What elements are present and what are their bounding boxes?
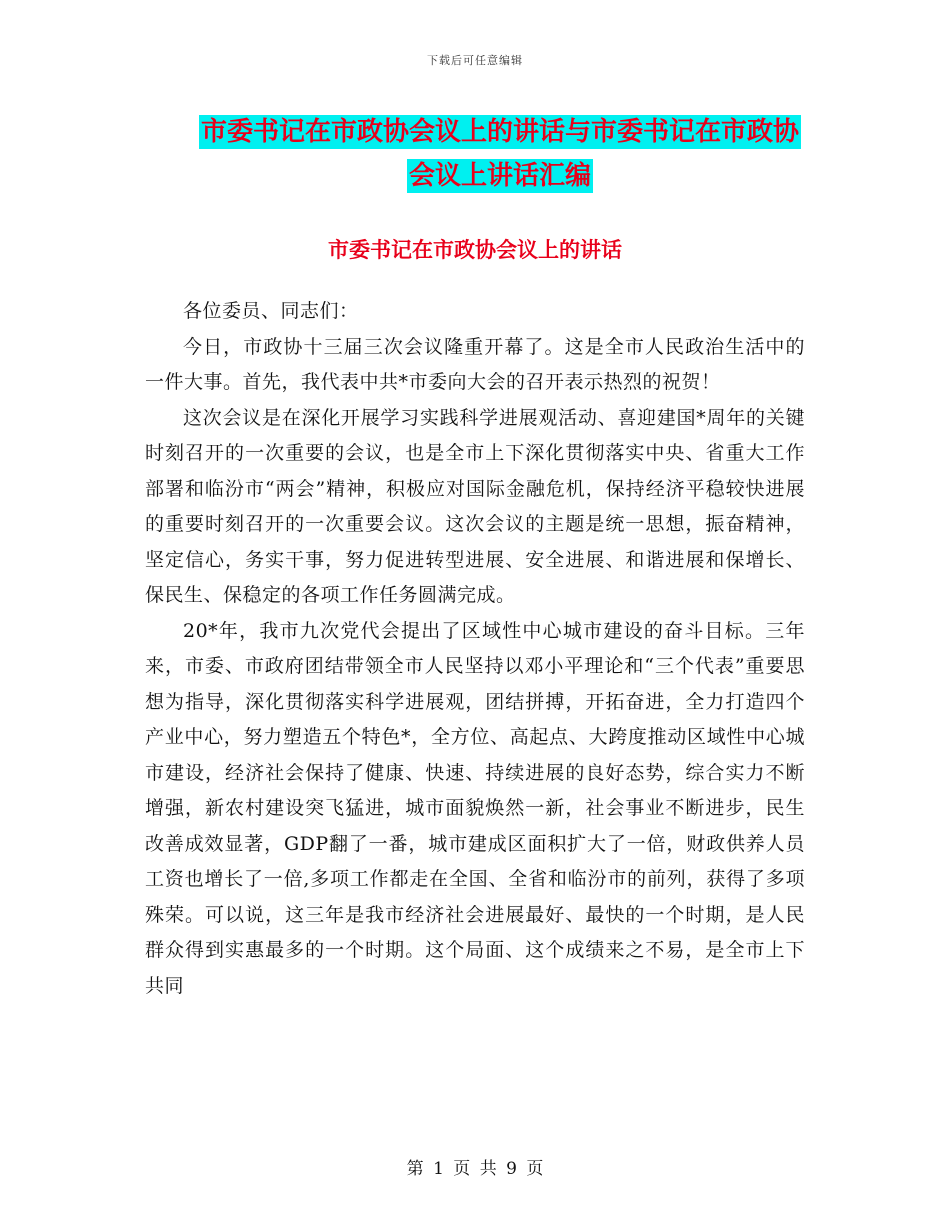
title-line-2: 会议上讲话汇编 <box>408 161 591 191</box>
section-title: 市委书记在市政协会议上的讲话 <box>328 238 622 262</box>
paragraph-salutation: 各位委员、同志们： <box>183 300 359 322</box>
paragraph: 这次会议是在深化开展学习实践科学进展观活动、喜迎建国*周年的关键时刻召开的一次重要的会议，也是全市上下深化贯彻落实中央、省重大工作部署和临汾市“两会”精神，积极应对国际金融危机，保持经济平稳较快进展的重要时刻召开的一次重要会议。这次会议的主题是统一思想，振奋精神，坚定信心，务实干事，努力促进转型进展、安全进展、和谐进展和保增长、保民生、保稳定的各项工作任务圆满完成。 <box>145 406 805 606</box>
page-number: 第 1 页 共 9 页 <box>406 1159 544 1179</box>
title-line-1: 市委书记在市政协会议上的讲话与市委书记在市政协 <box>200 117 799 147</box>
header-note: 下载后可任意编辑 <box>427 54 523 67</box>
document-title <box>190 110 810 198</box>
document-body <box>145 294 805 1004</box>
paragraph: 今日，市政协十三届三次会议隆重开幕了。这是全市人民政治生活中的一件大事。首先，我代表中共*市委向大会的召开表示热烈的祝贺！ <box>145 335 805 393</box>
paragraph: 20*年，我市九次党代会提出了区域性中心城市建设的奋斗目标。三年来，市委、市政府团结带领全市人民坚持以邓小平理论和“三个代表”重要思想为指导，深化贯彻落实科学进展观，团结拼搏，开拓奋进，全力打造四个产业中心，努力塑造五个特色*，全方位、高起点、大跨度推动区域性中心城市建设，经济社会保持了健康、快速、持续进展的良好态势，综合实力不断增强，新农村建设突飞猛进，城市面貌焕然一新，社会事业不断进步，民生改善成效显著，GDP翻了一番，城市建成区面积扩大了一倍，财政供养人员工资也增长了一倍,多项工作都走在全国、全省和临汾市的前列，获得了多项殊荣。可以说，这三年是我市经济社会进展最好、最快的一个时期，是人民群众得到实惠最多的一个时期。这个局面、这个成绩来之不易，是全市上下共同 <box>145 619 805 997</box>
